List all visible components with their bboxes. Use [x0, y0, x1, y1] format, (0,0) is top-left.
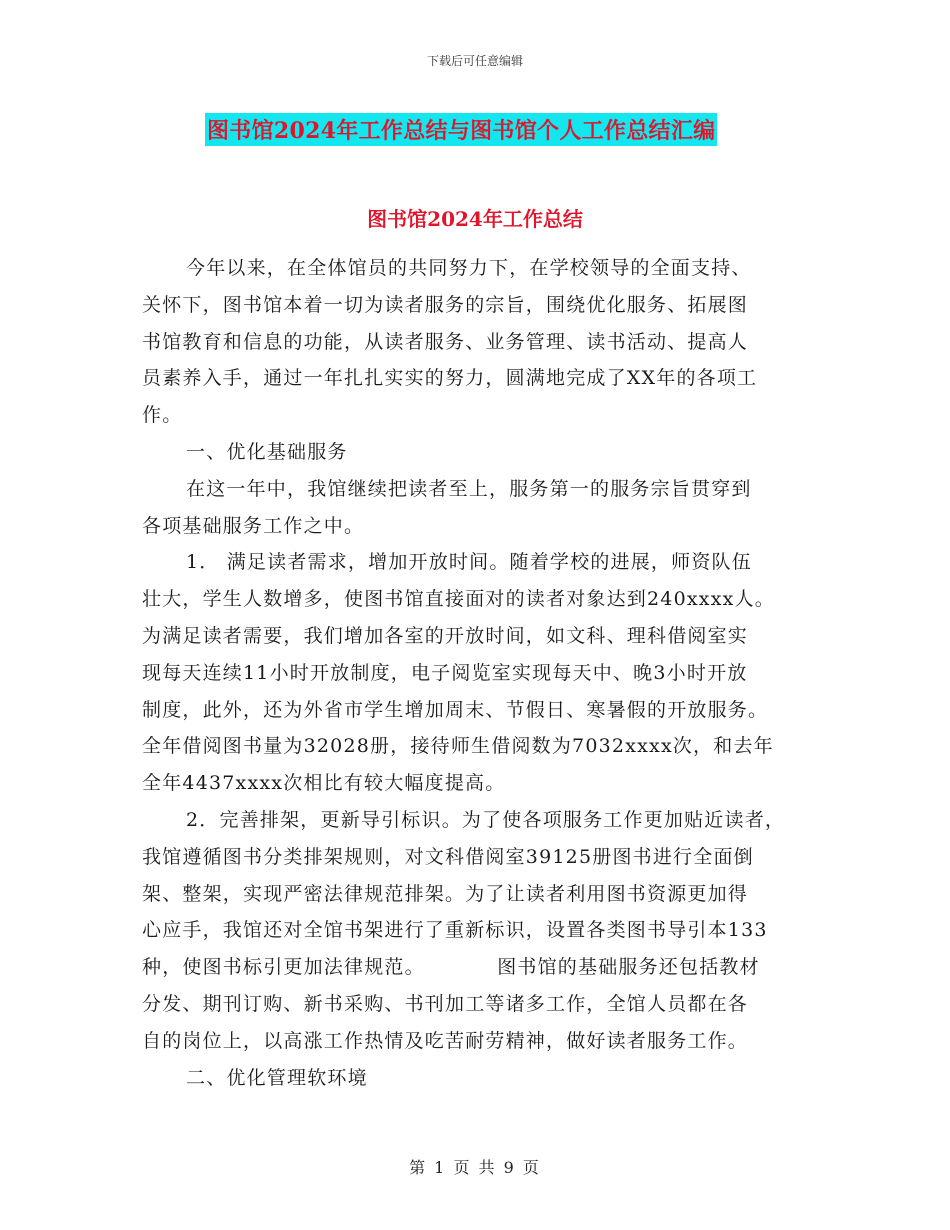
- text-line: 我馆遵循图书分类排架规则，对文科借阅室39125册图书进行全面倒: [142, 845, 754, 868]
- text-line: 2．完善排架，更新导引标识。为了使各项服务工作更加贴近读者，: [186, 808, 786, 831]
- text-line: 种，使图书标引更加法律规范。 图书馆的基础服务还包括教材: [142, 956, 760, 979]
- text-line: 全年借阅图书量为32028册，接待师生借阅数为7032xxxx次，和去年: [142, 735, 774, 758]
- text-line: 架、整架，实现严密法律规范排架。为了让读者利用图书资源更加得: [142, 882, 749, 905]
- text-line: 关怀下，图书馆本着一切为读者服务的宗旨，围绕优化服务、拓展图: [142, 293, 749, 316]
- text-line: 员素养入手，通过一年扎扎实实的努力，圆满地完成了XX年的各项工: [142, 367, 758, 390]
- text-line: 今年以来，在全体馆员的共同努力下，在学校领导的全面支持、: [186, 257, 752, 279]
- text-line: 壮大，学生人数增多，使图书馆直接面对的读者对象达到240xxxx人。: [142, 588, 775, 611]
- text-line: 书馆教育和信息的功能，从读者服务、业务管理、读书活动、提高人: [142, 330, 749, 353]
- section-heading: 一、优化基础服务: [186, 440, 348, 463]
- text-line: 全年4437xxxx次相比有较大幅度提高。: [142, 772, 506, 795]
- text-line: 各项基础服务工作之中。: [142, 514, 365, 537]
- section-heading: 二、优化管理软环境: [186, 1066, 368, 1089]
- page-footer: 第 1 页 共 9 页: [409, 1158, 541, 1177]
- text-line: 作。: [142, 404, 183, 427]
- text-line: 现每天连续11小时开放制度，电子阅览室实现每天中、晚3小时开放: [142, 661, 748, 684]
- header-note: 下载后可任意编辑: [426, 54, 523, 68]
- text-line: 自的岗位上，以高涨工作热情及吃苦耐劳精神，做好读者服务工作。: [142, 1029, 749, 1052]
- sub-title: 图书馆2024年工作总结: [367, 207, 583, 231]
- text-line: 心应手，我馆还对全馆书架进行了重新标识，设置各类图书导引本133: [142, 919, 768, 942]
- main-title: 图书馆2024年工作总结与图书馆个人工作总结汇编: [205, 113, 717, 146]
- document-body: [142, 250, 810, 1096]
- text-line: 分发、期刊订购、新书采购、书刊加工等诸多工作，全馆人员都在各: [142, 992, 749, 1015]
- text-line: 在这一年中，我馆继续把读者至上，服务第一的服务宗旨贯穿到: [186, 477, 752, 500]
- text-line: 为满足读者需要，我们增加各室的开放时间，如文科、理科借阅室实: [142, 624, 749, 647]
- text-line: 1． 满足读者需求，增加开放时间。随着学校的进展，师资队伍: [186, 551, 752, 574]
- text-line: 制度，此外，还为外省市学生增加周末、节假日、寒暑假的开放服务。: [142, 698, 769, 721]
